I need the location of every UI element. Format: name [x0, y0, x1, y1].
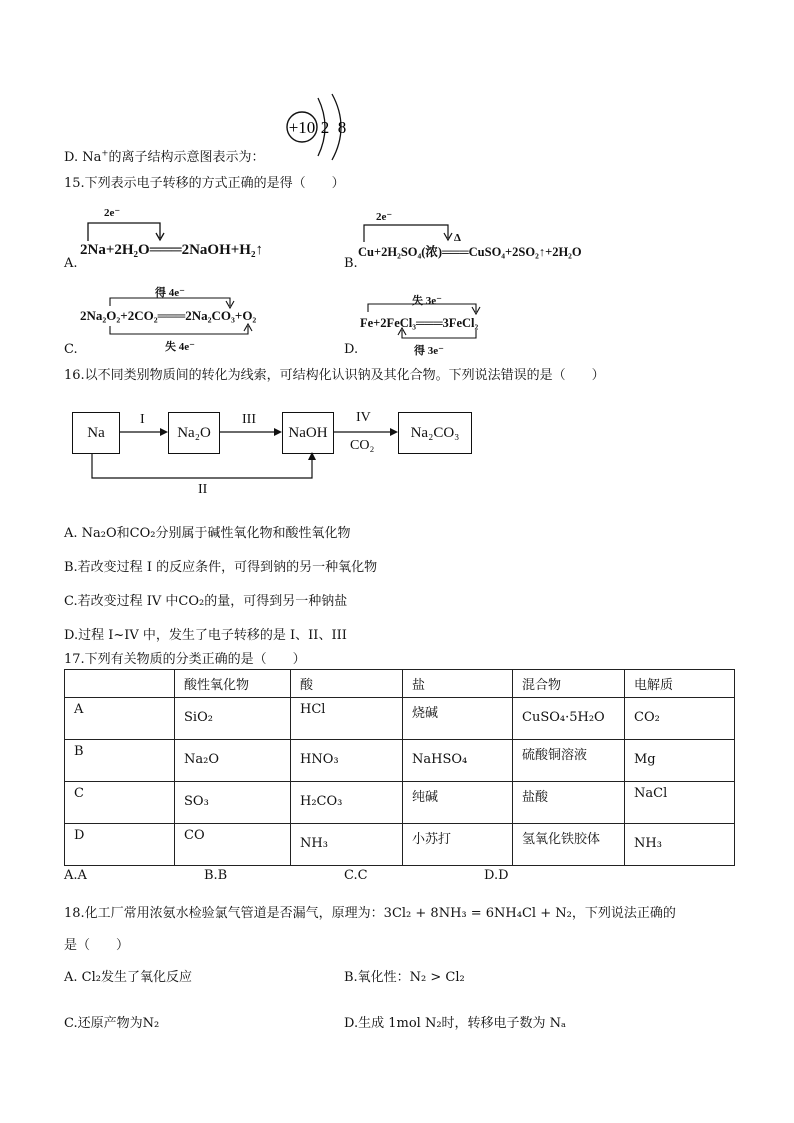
table-cell: H₂CO₃ [291, 782, 403, 824]
node-na2co3: Na₂CO₃ [398, 412, 472, 454]
q16-title: 16.以不同类别物质间的转化为线索，可结构化认识钠及其化合物。下列说法错误的是（ ） [64, 368, 605, 383]
q15-a-equation: 2Na+2H₂O═══2NaOH+H₂↑ [80, 242, 263, 258]
table-cell: SiO₂ [175, 698, 291, 740]
q17-option-a: A.A [64, 868, 87, 883]
q15-c-equation: 2Na₂O₂+2CO₂═══2Na₂CO₃+O₂ [80, 308, 257, 323]
table-cell: CO₂ [625, 698, 735, 740]
q15-a-label: A. [64, 256, 78, 271]
q16-flow-arrows [64, 400, 484, 500]
table-cell: Mg [625, 740, 735, 782]
q16-option-b: B.若改变过程 I 的反应条件，可得到钠的另一种氧化物 [64, 560, 378, 575]
table-cell: 纯碱 [403, 782, 513, 824]
na-ion-structure-diagram [282, 90, 362, 162]
table-cell: 盐酸 [513, 782, 625, 824]
table-row [65, 740, 735, 782]
table-header-cell: 盐 [403, 670, 513, 698]
table-cell: CuSO₄·5H₂O [513, 698, 625, 740]
table-cell: B [65, 740, 175, 782]
table-row [65, 782, 735, 824]
q15-c-top-label: 得 4e⁻ [155, 287, 185, 299]
q16-option-c: C.若改变过程 IV 中CO₂的量，可得到另一种钠盐 [64, 594, 348, 609]
q16-option-a: A. Na₂O和CO₂分别属于碱性氧化物和酸性氧化物 [64, 526, 351, 541]
table-row [65, 698, 735, 740]
edge-ii-label: II [198, 482, 208, 497]
table-cell: NH₃ [291, 824, 403, 866]
q18-title: 18.化工厂常用浓氨水检验氯气管道是否漏气，原理为：3Cl₂ + 8NH₃ = 6NH₄Cl + N₂，下列说法正确的 [64, 906, 676, 921]
table-header-cell: 酸性氧化物 [175, 670, 291, 698]
table-cell: C [65, 782, 175, 824]
q15-d-top-label: 失 3e⁻ [412, 295, 442, 307]
table-header-cell: 混合物 [513, 670, 625, 698]
edge-iv-reagent: CO₂ [350, 438, 375, 453]
q15-b-electrons: 2e⁻ [376, 211, 393, 223]
table-header-cell: 电解质 [625, 670, 735, 698]
table-row [65, 824, 735, 866]
table-cell: 氢氧化铁胶体 [513, 824, 625, 866]
q15-title: 15.下列表示电子转移的方式正确的是得（ ） [64, 176, 345, 191]
q18-title-cont: 是（ ） [64, 938, 130, 953]
q17-option-b: B.B [204, 868, 228, 883]
table-cell: HNO₃ [291, 740, 403, 782]
table-cell: Na₂O [175, 740, 291, 782]
q16-option-d: D.过程 I~IV 中，发生了电子转移的是 I、II、III [64, 628, 347, 643]
edge-iii-label: III [242, 412, 256, 427]
table-header-cell [65, 670, 175, 698]
q15-d-bottom-label: 得 3e⁻ [414, 345, 444, 357]
q18-option-a: A. Cl₂发生了氧化反应 [64, 970, 192, 985]
table-cell: 小苏打 [403, 824, 513, 866]
q15-c-label: C. [64, 342, 78, 357]
q15-b-equation: Cu+2H₂SO₄(浓)═══CuSO₄+2SO₂↑+2H₂O [358, 245, 582, 259]
q15-a-electrons: 2e⁻ [104, 207, 121, 219]
node-naoh: NaOH [282, 412, 334, 454]
q17-option-c: C.C [344, 868, 368, 883]
edge-iv-label: IV [356, 410, 371, 425]
table-header-row [65, 670, 735, 698]
shell-2-electrons: 8 [337, 118, 347, 137]
q15-d-equation: Fe+2FeCl₃═══3FeCl₂ [360, 316, 479, 330]
table-cell: NH₃ [625, 824, 735, 866]
q15-b-heat: Δ [454, 232, 461, 244]
q15-a-arrow [80, 220, 170, 242]
table-header-cell: 酸 [291, 670, 403, 698]
table-cell: D [65, 824, 175, 866]
q15-d-label: D. [344, 342, 359, 357]
q15-c-bottom-label: 失 4e⁻ [165, 341, 195, 353]
table-cell: NaCl [625, 782, 735, 824]
node-na2o: Na₂O [168, 412, 220, 454]
table-cell: NaHSO₄ [403, 740, 513, 782]
table-cell: 硫酸铜溶液 [513, 740, 625, 782]
edge-i-label: I [140, 412, 145, 427]
nucleus-charge: +10 [288, 118, 316, 137]
q15-b-label: B. [344, 256, 358, 271]
node-na: Na [72, 412, 120, 454]
classification-table [64, 669, 735, 866]
shell-1-electrons: 2 [320, 118, 330, 137]
q15-b-arrow [360, 222, 460, 244]
table-cell: HCl [291, 698, 403, 740]
table-cell: SO₃ [175, 782, 291, 824]
q18-option-d: D.生成 1mol N₂时，转移电子数为 Nₐ [344, 1016, 567, 1031]
table-cell: 烧碱 [403, 698, 513, 740]
q17-option-d: D.D [484, 868, 509, 883]
table-cell: A [65, 698, 175, 740]
q14-option-d: D. Na+的离子结构示意图表示为： [64, 147, 265, 165]
q17-title: 17.下列有关物质的分类正确的是（ ） [64, 652, 306, 667]
table-cell: CO [175, 824, 291, 866]
q18-option-c: C.还原产物为N₂ [64, 1016, 160, 1031]
q18-option-b: B.氧化性：N₂ > Cl₂ [344, 970, 465, 985]
